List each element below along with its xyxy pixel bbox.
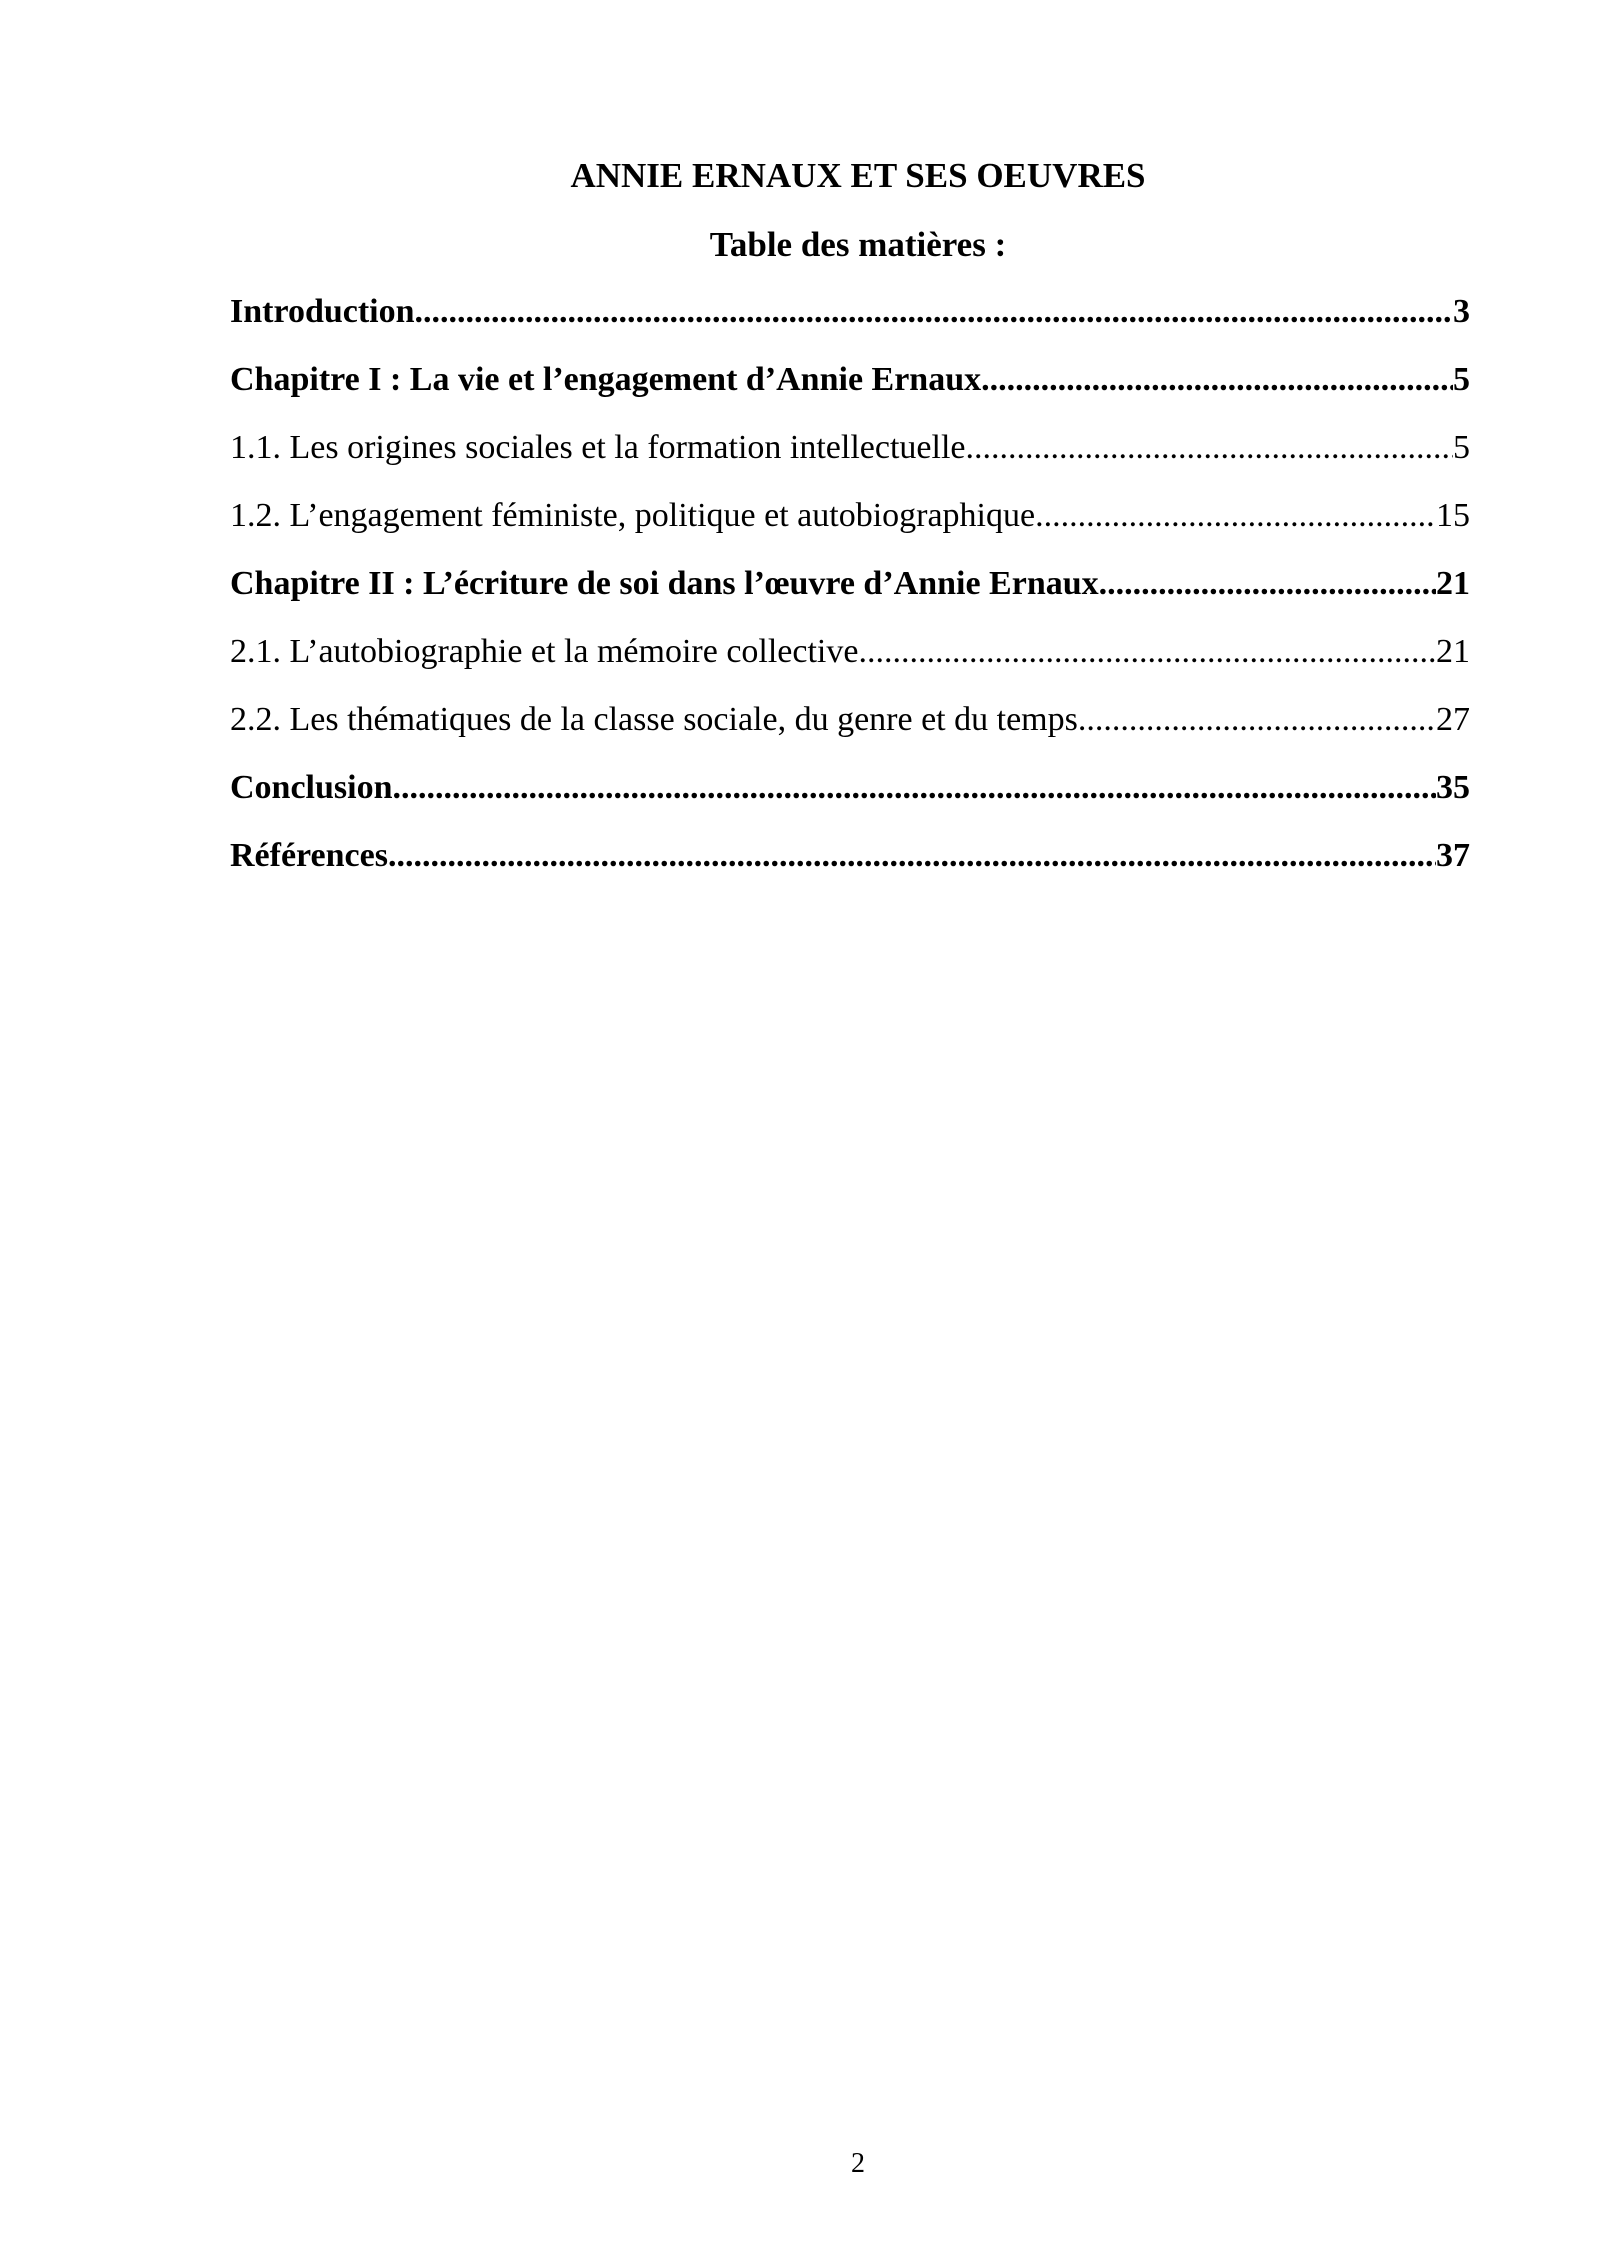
toc-entry-label: 1.1. Les origines sociales et la formation intellectuelle [230,429,966,466]
toc-leader-dots [1099,564,1436,604]
toc-entry-conclusion [230,768,1470,836]
toc-leader-dots [965,428,1453,468]
toc-leader-dots [981,360,1453,400]
toc-entry-label: 2.2. Les thématiques de la classe sociale, du genre et du temps [230,701,1078,738]
toc-leader-dots [858,632,1436,672]
toc-entry-label: Conclusion [230,769,393,806]
page-number: 2 [851,2148,865,2179]
document-title: ANNIE ERNAUX ET SES OEUVRES [570,156,1146,195]
toc-entry-page: 27 [1436,701,1470,738]
toc-entry-page: 21 [1436,565,1470,602]
toc-entry-1-1 [230,428,1470,496]
toc-entry-chapitre-2 [230,564,1470,632]
toc-leader-dots [388,836,1436,876]
toc-entry-introduction [230,292,1470,360]
table-of-contents [230,292,1470,904]
toc-entry-label: 2.1. L’autobiographie et la mémoire collective [230,633,859,670]
toc-leader-dots [393,768,1437,808]
toc-entry-page: 15 [1436,497,1470,534]
toc-entry-label: Chapitre I : La vie et l’engagement d’Annie Ernaux [230,361,982,398]
toc-entry-page: 3 [1453,293,1470,330]
toc-entry-chapitre-1 [230,360,1470,428]
toc-leader-dots [1078,700,1436,740]
toc-entry-page: 35 [1436,769,1470,806]
toc-entry-page: 5 [1453,361,1470,398]
toc-entry-page: 21 [1436,633,1470,670]
toc-entry-label: Introduction [230,293,415,330]
toc-entry-1-2 [230,496,1470,564]
toc-entry-label: Références [230,837,388,874]
toc-entry-references [230,836,1470,904]
toc-entry-label: 1.2. L’engagement féministe, politique et autobiographique [230,497,1036,534]
toc-entry-page: 5 [1453,429,1470,466]
toc-entry-label: Chapitre II : L’écriture de soi dans l’œuvre d’Annie Ernaux [230,565,1099,602]
toc-leader-dots [415,292,1453,332]
toc-heading: Table des matières : [709,225,1007,264]
toc-entry-2-2 [230,700,1470,768]
toc-leader-dots [1035,496,1436,536]
toc-entry-page: 37 [1436,837,1470,874]
toc-entry-2-1 [230,632,1470,700]
